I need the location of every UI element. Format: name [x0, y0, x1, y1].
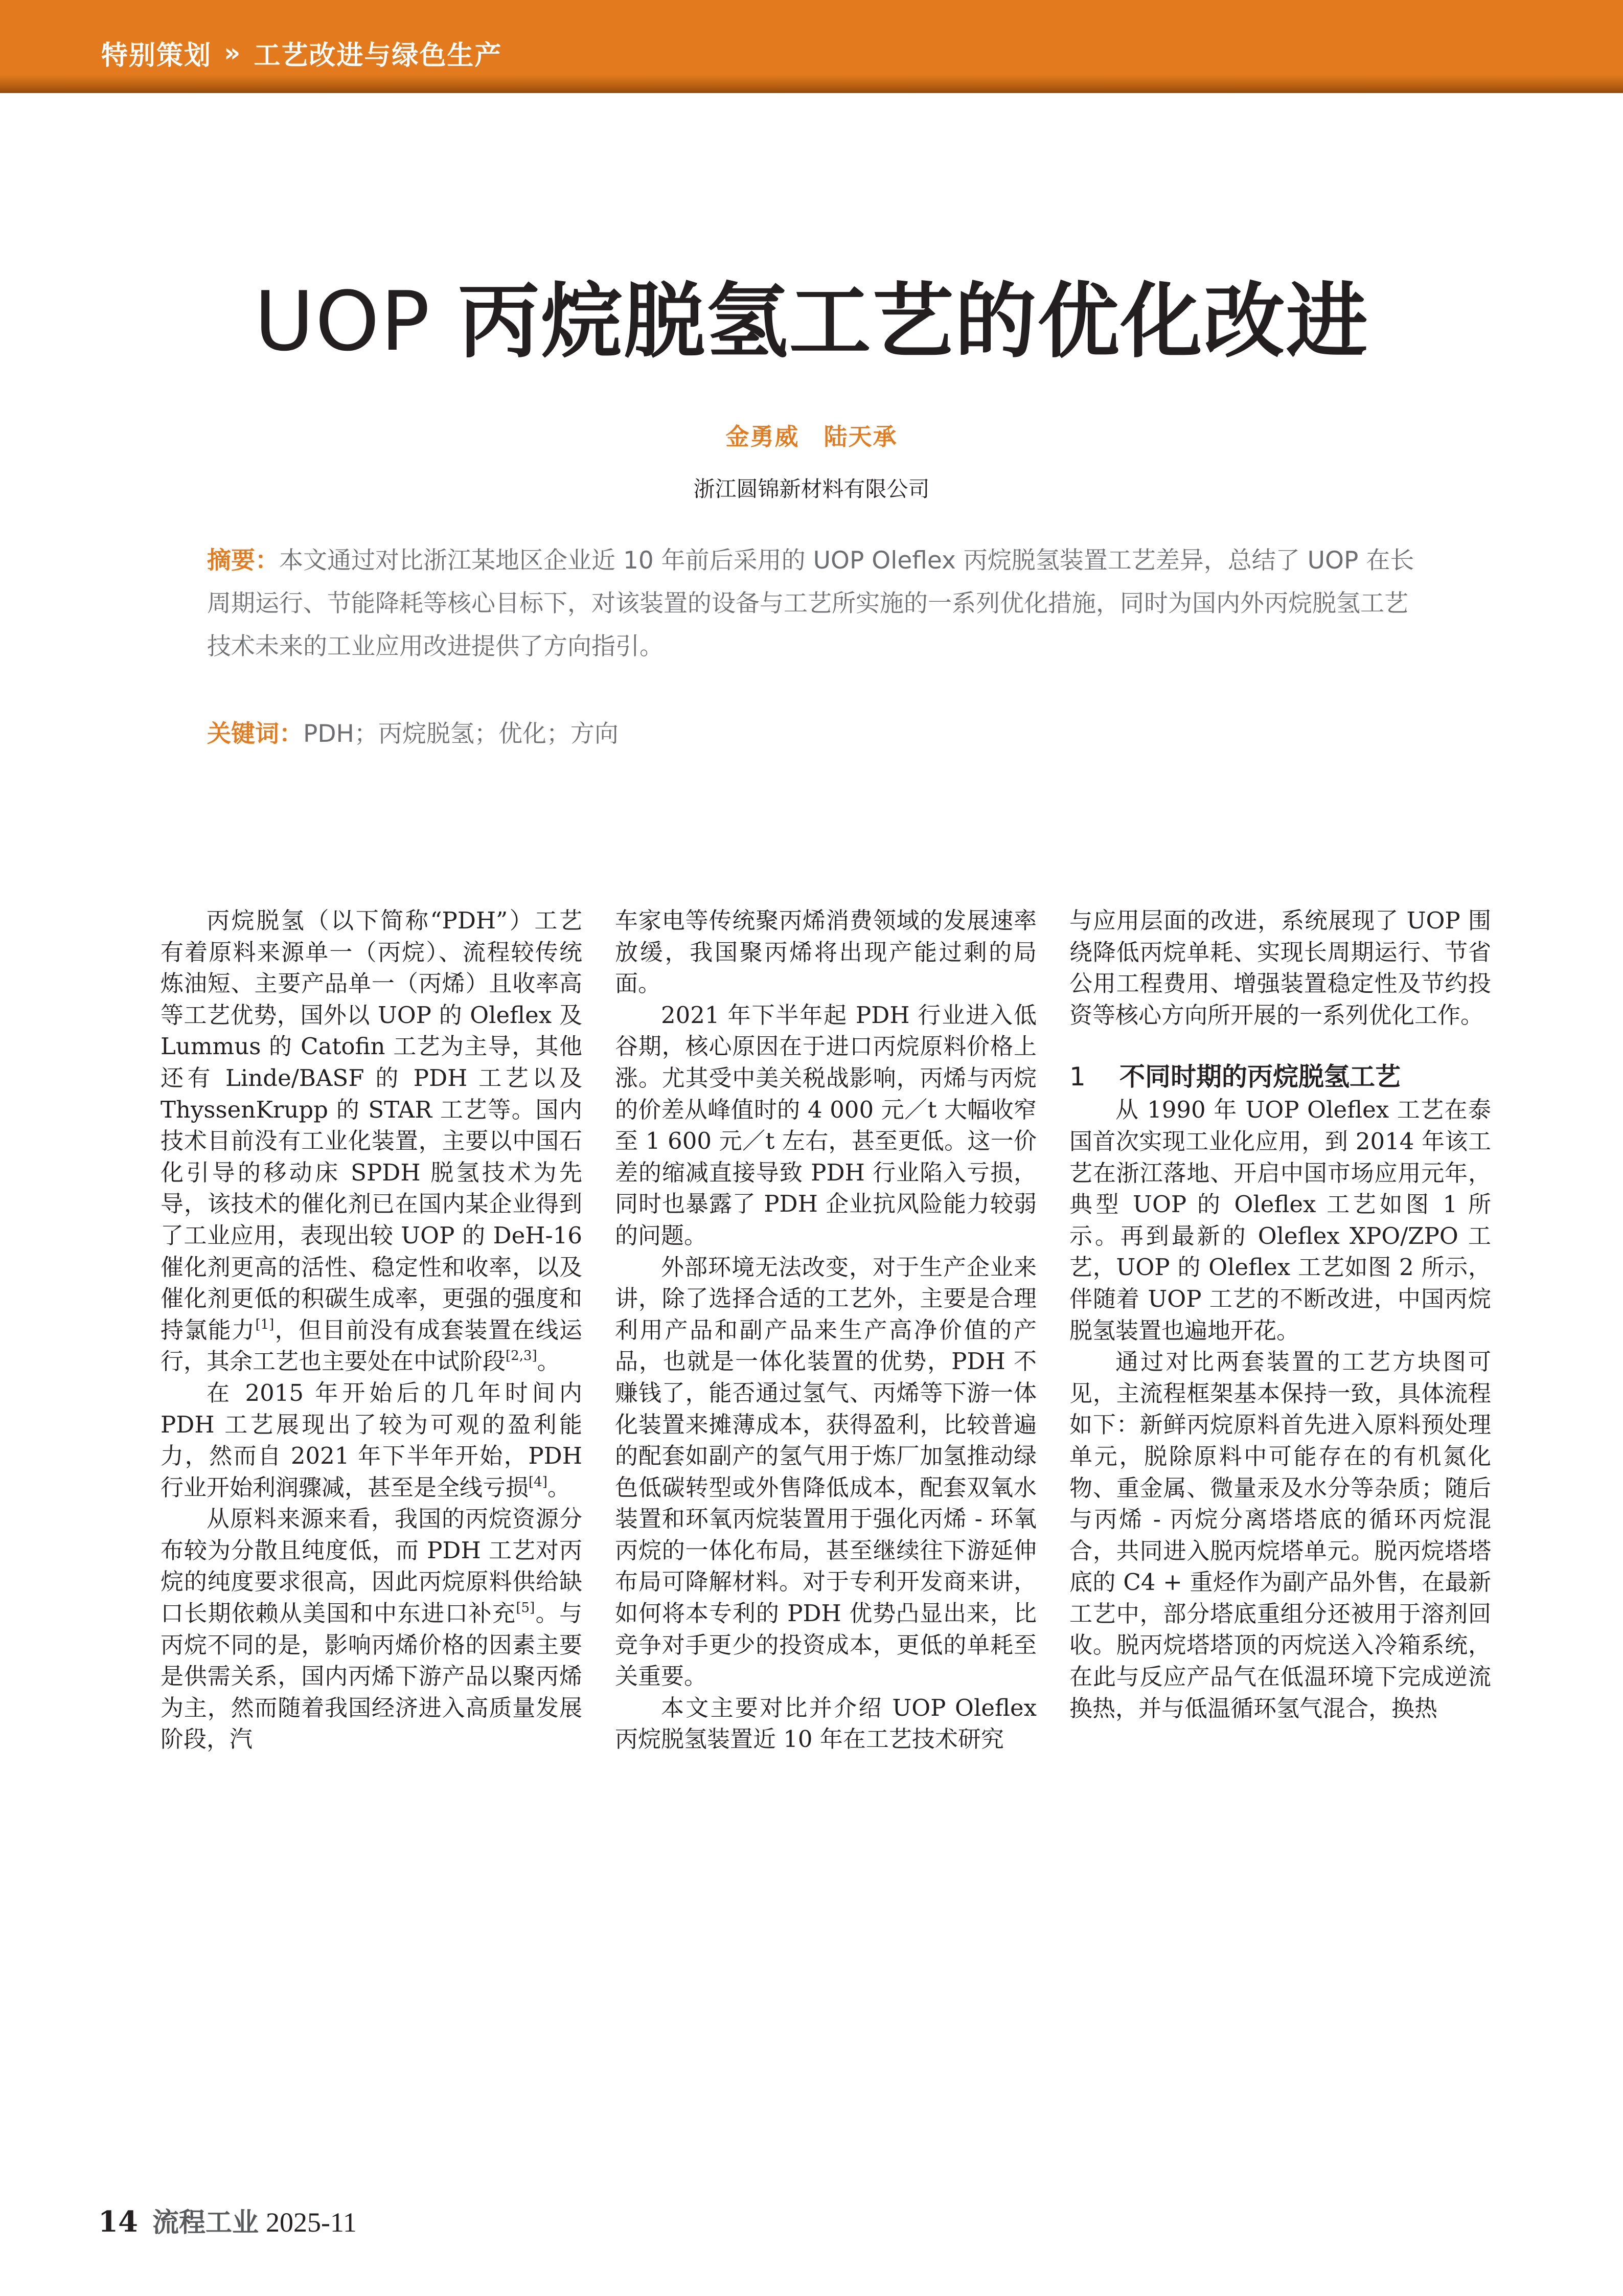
article-affiliation: 浙江圆锦新材料有限公司: [693, 476, 930, 502]
abstract: [207, 539, 1419, 668]
section-number: 1: [1069, 1062, 1086, 1092]
article-title-latin: UOP: [254, 274, 458, 369]
keywords: [207, 713, 1419, 756]
paragraph: 从原料来源来看，我国的丙烷资源分布较为分散且纯度低，而 PDH 工艺对丙烷的纯度要求很高，因此丙烷原料供给缺口长期依赖从美国和中东进口补充[5]。与丙烷不同的是，影响丙烯价格的因素主要是供需关系，国内丙烯下游产品以聚丙烯为主，然而随着我国经济进入高质量发展阶段，汽: [161, 1505, 582, 1753]
page-footer: [98, 2201, 357, 2242]
section-title: 不同时期的丙烷脱氢工艺: [1119, 1062, 1401, 1092]
citation-ref[interactable]: [5]: [516, 1600, 535, 1616]
body-column-3: [1069, 905, 1491, 1724]
citation-ref[interactable]: [2,3]: [506, 1348, 537, 1364]
paragraph: 通过对比两套装置的工艺方块图可见，主流程框架基本保持一致，具体流程如下：新鲜丙烷原料首先进入原料预处理单元，脱除原料中可能存在的有机氮化物、重金属、微量汞及水分等杂质；随后与丙烯 - 丙烷分离塔塔底的循环丙烷混合，共同进入脱丙烷塔单元。脱丙烷塔塔底的 C4 + 重烃作为副产品外售，在最新工艺中，部分塔底重组分还被用于溶剂回收。脱丙烷塔塔顶的丙烷送入冷箱系统，在此与反应产品气在低温环境下完成逆流换热，并与低温循环氢气混合，换热: [1069, 1348, 1491, 1722]
journal-name: 流程工业: [152, 2207, 259, 2238]
paragraph-continued: 与应用层面的改进，系统展现了 UOP 围绕降低丙烷单耗、实现长周期运行、节省公用工程费用、增强装置稳定性及节约投资等核心方向所开展的一系列优化工作。: [1069, 907, 1491, 1029]
section-topic: 工艺改进与绿色生产: [254, 40, 502, 71]
double-chevron-right-icon: »: [224, 38, 242, 67]
paragraph: 丙烷脱氢（以下简称“PDH”）工艺有着原料来源单一（丙烷）、流程较传统炼油短、主要产品单一（丙烯）且收率高等工艺优势，国外以 UOP 的 Oleflex 及 Lummus 的 Catofin 工艺为主导，其他还有 Linde/BASF 的 PDH 工艺以及 ThyssenKrupp 的 STAR 工艺等。国内技术目前没有工业化装置，主要以中国石化引导的移动床 SPDH 脱氢技术为先导，该技术的催化剂已在国内某企业得到了工业应用，表现出较 UOP 的 DeH-16 催化剂更高的活性、稳定性和收率，以及催化剂更低的积碳生成率，更强的强度和持氯能力[1]，但目前没有成套装置在线运行，其余工艺也主要处在中试阶段[2,3]。: [161, 907, 582, 1375]
paragraph: 在 2015 年开始后的几年时间内 PDH 工艺展现出了较为可观的盈利能力，然而自 2021 年下半年开始，PDH 行业开始利润骤减，甚至是全线亏损[4]。: [161, 1379, 582, 1501]
citation-ref[interactable]: [4]: [529, 1474, 547, 1490]
keywords-label: 关键词：: [207, 720, 303, 748]
section-header-bar: [0, 0, 1623, 93]
section-label: 特别策划: [101, 40, 212, 71]
section-heading-1: [1069, 1060, 1491, 1093]
paragraph: 本文主要对比并介绍 UOP Oleflex 丙烷脱氢装置近 10 年在工艺技术研究: [615, 1694, 1037, 1753]
paragraph-continued: 车家电等传统聚丙烯消费领域的发展速率放缓，我国聚丙烯将出现产能过剩的局面。: [615, 907, 1037, 997]
keywords-text: PDH；丙烷脱氢；优化；方向: [303, 720, 619, 748]
abstract-text: 本文通过对比浙江某地区企业近 10 年前后采用的 UOP Oleflex 丙烷脱氢装置工艺差异，总结了 UOP 在长周期运行、节能降耗等核心目标下，对该装置的设备与工艺所实施的一系列优化措施，同时为国内外丙烷脱氢工艺技术未来的工业应用改进提供了方向指引。: [207, 547, 1414, 661]
paragraph: 2021 年下半年起 PDH 行业进入低谷期，核心原因在于进口丙烷原料价格上涨。尤其受中美关税战影响，丙烯与丙烷的价差从峰值时的 4 000 元／t 大幅收窄至 1 600 元／t 左右，甚至更低。这一价差的缩减直接导致 PDH 行业陷入亏损，同时也暴露了 PDH 企业抗风险能力较弱的问题。: [615, 1001, 1037, 1249]
journal-issue: 2025-11: [265, 2207, 357, 2238]
article-title-cn: 丙烷脱氢工艺的优化改进: [458, 274, 1369, 369]
article-authors: 金勇威 陆天承: [725, 423, 898, 450]
page-number: 14: [98, 2205, 138, 2239]
citation-ref[interactable]: [1]: [255, 1316, 275, 1332]
body-column-1: [161, 905, 582, 1755]
article-title: [0, 256, 1623, 373]
paragraph: 外部环境无法改变，对于生产企业来讲，除了选择合适的工艺外，主要是合理利用产品和副产品来生产高净价值的产品，也就是一体化装置的优势，PDH 不赚钱了，能否通过氢气、丙烯等下游一体化装置来摊薄成本，获得盈利，比较普遍的配套如副产的氢气用于炼厂加氢推动绿色低碳转型或外售降低成本，配套双氧水装置和环氧丙烷装置用于强化丙烯 - 环氧丙烷的一体化布局，甚至继续往下游延伸布局可降解材料。对于专利开发商来讲，如何将本专利的 PDH 优势凸显出来，比竞争对手更少的投资成本，更低的单耗至关重要。: [615, 1253, 1037, 1690]
paragraph: 从 1990 年 UOP Oleflex 工艺在泰国首次实现工业化应用，到 2014 年该工艺在浙江落地、开启中国市场应用元年，典型 UOP 的 Oleflex 工艺如图 1 所示。再到最新的 Oleflex XPO/ZPO 工艺，UOP 的 Oleflex 工艺如图 2 所示，伴随着 UOP 工艺的不断改进，中国丙烷脱氢装置也遍地开花。: [1069, 1096, 1491, 1344]
body-column-2: [615, 905, 1037, 1755]
abstract-label: 摘要：: [207, 547, 279, 575]
section-header: [101, 35, 502, 71]
